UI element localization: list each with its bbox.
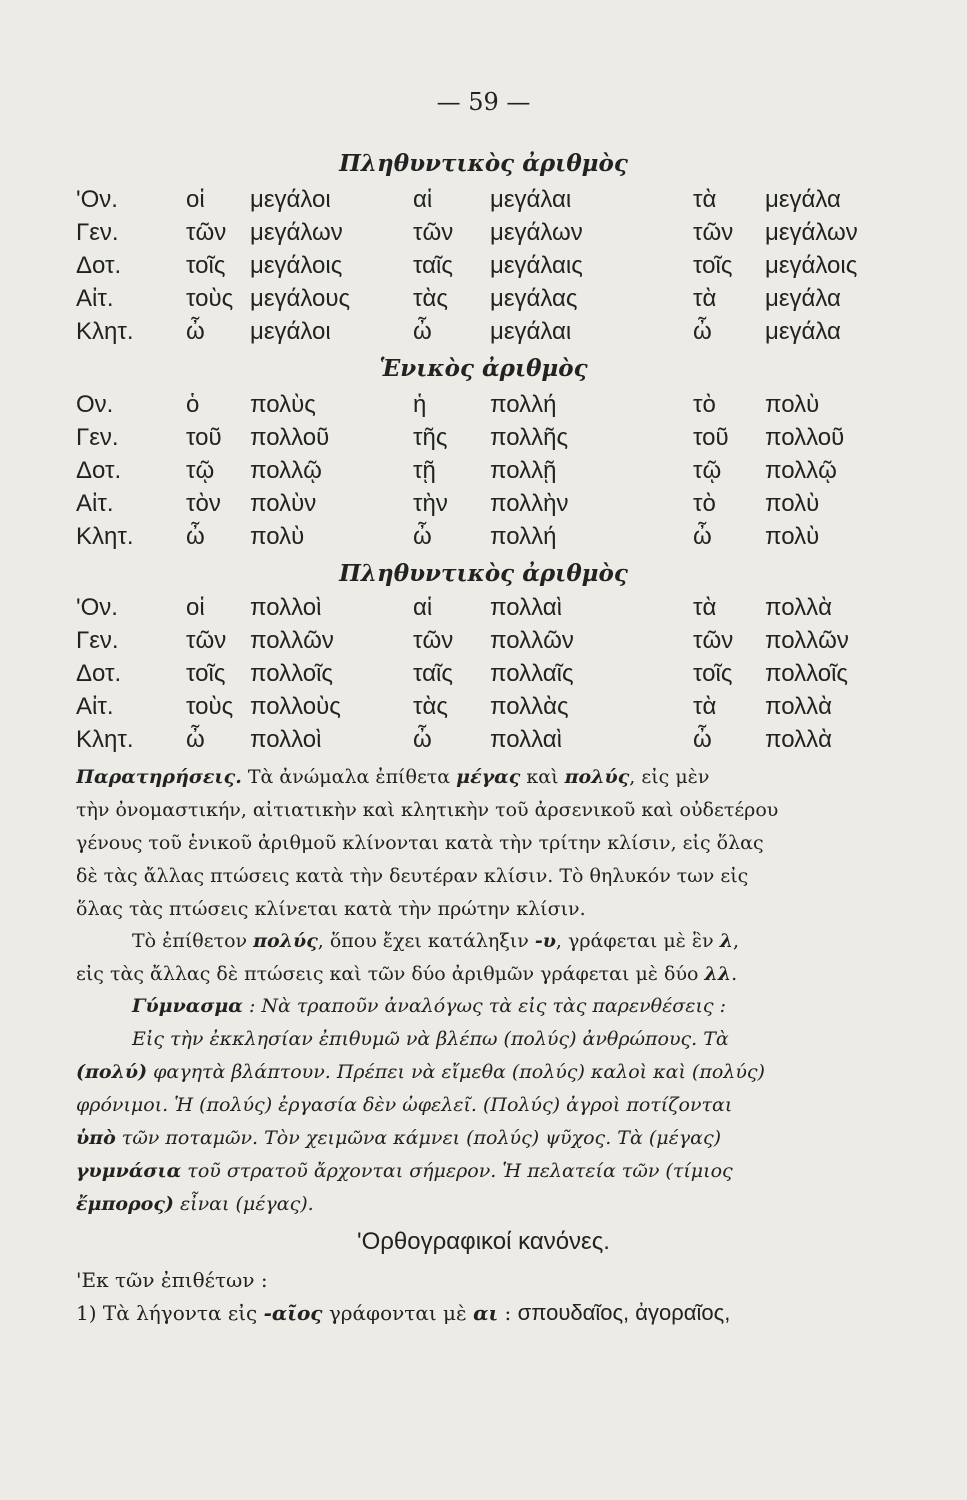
table-row <box>0 660 967 694</box>
word-masc: μεγάλοι <box>250 186 331 213</box>
word-fem: μεγάλαις <box>490 252 583 279</box>
table-row <box>0 391 967 425</box>
article-masc: ὦ <box>186 726 205 753</box>
page-number: — 59 — <box>436 88 531 116</box>
article-fem: ταῖς <box>413 660 453 687</box>
word-masc: μεγάλοι <box>250 318 331 345</box>
article-neut: τῶν <box>693 219 734 246</box>
word-fem: πολλαῖς <box>490 660 574 687</box>
article-neut: τὰ <box>693 285 717 312</box>
case-label: Ον. <box>76 391 114 418</box>
word-fem: πολλή <box>490 391 557 418</box>
table-row <box>0 627 967 661</box>
article-fem: τὰς <box>413 285 448 312</box>
case-label: Δοτ. <box>76 252 122 279</box>
word-fem: μεγάλων <box>490 219 583 246</box>
article-neut: τῶν <box>693 627 734 654</box>
word-fem: πολλαὶ <box>490 726 562 753</box>
article-masc: τῶν <box>186 627 227 654</box>
word-neut: πολλὰ <box>765 693 832 720</box>
article-neut: ὦ <box>693 523 712 550</box>
word-masc: μεγάλων <box>250 219 343 246</box>
article-fem: τῇ <box>413 457 436 484</box>
table-row <box>0 594 967 628</box>
table-row <box>0 252 967 286</box>
case-label: Κλητ. <box>76 523 134 550</box>
article-fem: αἱ <box>413 186 433 213</box>
word-neut: μεγάλων <box>765 219 858 246</box>
article-masc: οἱ <box>186 594 205 621</box>
word-fem: πολλῆς <box>490 424 569 451</box>
word-masc: πολλῷ <box>250 457 322 484</box>
table-heading-plural-megas: Πληθυντικὸς ἀριθμὸς <box>339 150 628 177</box>
word-fem: πολλὴν <box>490 490 569 517</box>
word-fem: πολλῇ <box>490 457 557 484</box>
article-fem: τῶν <box>413 219 454 246</box>
word-masc: πολλοῦ <box>250 424 330 451</box>
table-row <box>0 219 967 253</box>
article-masc: τοὺς <box>186 693 234 720</box>
word-neut: πολλοῦ <box>765 424 845 451</box>
article-neut: ὦ <box>693 726 712 753</box>
word-neut: μεγάλα <box>765 186 841 213</box>
table-row <box>0 318 967 352</box>
article-fem: τῶν <box>413 627 454 654</box>
article-fem: τὴν <box>413 490 448 517</box>
article-neut: τὰ <box>693 186 717 213</box>
case-label: Κλητ. <box>76 726 134 753</box>
word-neut: πολλῶν <box>765 627 849 654</box>
word-masc: μεγάλους <box>250 285 351 312</box>
remarks-label: Παρατηρήσεις. <box>76 766 242 788</box>
word-masc: πολὺν <box>250 490 317 517</box>
orthography-intro: 'Εκ τῶν ἐπιθέτων : <box>76 1268 268 1292</box>
word-masc: πολὺ <box>250 523 305 550</box>
word-neut: μεγάλα <box>765 285 841 312</box>
word-neut: πολλοῖς <box>765 660 848 687</box>
article-masc: τῶν <box>186 219 227 246</box>
case-label: Αἰτ. <box>76 490 114 517</box>
word-neut: πολλὰ <box>765 594 832 621</box>
word-fem: μεγάλας <box>490 285 578 312</box>
article-fem: τῆς <box>413 424 448 451</box>
article-fem: ὦ <box>413 726 432 753</box>
article-masc: οἱ <box>186 186 205 213</box>
table-row <box>0 490 967 524</box>
case-label: Γεν. <box>76 219 119 246</box>
orthography-rule-1: 1) Τὰ λήγοντα εἰς -αῖος γράφονται μὲ αι : σπουδαῖος, ἀγοραῖος, <box>76 1300 731 1325</box>
word-masc: πολλῶν <box>250 627 334 654</box>
table-row <box>0 285 967 319</box>
word-masc: πολλοὶ <box>250 594 322 621</box>
case-label: 'Ον. <box>76 594 118 621</box>
word-masc: πολὺς <box>250 391 316 418</box>
article-fem: ταῖς <box>413 252 453 279</box>
word-neut: μεγάλοις <box>765 252 858 279</box>
case-label: Δοτ. <box>76 660 122 687</box>
article-neut: τοῖς <box>693 252 733 279</box>
case-label: Κλητ. <box>76 318 134 345</box>
article-neut: τοῦ <box>693 424 729 451</box>
word-masc: πολλοὺς <box>250 693 341 720</box>
article-masc: τοὺς <box>186 285 234 312</box>
article-masc: τοῖς <box>186 252 226 279</box>
word-fem: πολλῶν <box>490 627 574 654</box>
table-row <box>0 523 967 557</box>
word-fem: πολλαὶ <box>490 594 562 621</box>
article-masc: ὦ <box>186 523 205 550</box>
article-masc: τὸν <box>186 490 221 517</box>
word-neut: πολὺ <box>765 490 820 517</box>
word-fem: πολλή <box>490 523 557 550</box>
table-row <box>0 726 967 760</box>
article-masc: τοῖς <box>186 660 226 687</box>
article-masc: τῷ <box>186 457 215 484</box>
word-neut: πολὺ <box>765 523 820 550</box>
table-heading-plural-polys: Πληθυντικὸς ἀριθμὸς <box>339 560 628 587</box>
word-neut: πολλῷ <box>765 457 837 484</box>
exercise-paragraph: Γύμνασμα : Νὰ τραποῦν ἀναλόγως τὰ εἰς τὰς παρενθέσεις : Εἰς τὴν ἐκκλησίαν ἐπιθυμῶ νὰ βλέπω (πολύς) ἀνθρώπους. Τὰ (πολύ) φαγητὰ βλάπτουν. Πρέπει νὰ εἴμεθα (πολύς) καλοὶ καὶ (πολύς) φρόνιμοι. Ἡ (πολύς) ἐργασία δὲν ὠφελεῖ. (Πολύς) ἀγροὶ ποτίζονται ὑπὸ τῶν ποταμῶν. Τὸν χειμῶνα κάμνει (πολύς) ψῦχος. Τὰ (μέγας) γυμνάσια τοῦ στρατοῦ ἄρχονται σήμερον. Ἡ πελατεία τῶν (τίμιος ἔμπορος) εἶναι (μέγας). <box>76 995 765 1215</box>
word-fem: πολλὰς <box>490 693 569 720</box>
remarks-paragraph: Παρατηρήσεις. Τὰ ἀνώμαλα ἐπίθετα μέγας καὶ πολύς, εἰς μὲν τὴν ὀνομαστικήν, αἰτιατικὴν καὶ κλητικὴν τοῦ ἀρσενικοῦ καὶ οὐδετέρου γένους τοῦ ἑνικοῦ ἀριθμοῦ κλίνονται κατὰ τὴν τρίτην κλίσιν, εἰς ὅλας δὲ τὰς ἄλλας πτώσεις κατὰ τὴν δευτέραν κλίσιν. Τὸ θηλυκόν των εἰς ὅλας τὰς πτώσεις κλίνεται κατὰ τὴν πρώτην κλίσιν. <box>76 766 779 920</box>
article-fem: τὰς <box>413 693 448 720</box>
article-neut: τοῖς <box>693 660 733 687</box>
word-neut: μεγάλα <box>765 318 841 345</box>
article-neut: ὦ <box>693 318 712 345</box>
table-row <box>0 186 967 220</box>
word-fem: μεγάλαι <box>490 186 572 213</box>
case-label: Γεν. <box>76 424 119 451</box>
article-masc: τοῦ <box>186 424 222 451</box>
article-neut: τῷ <box>693 457 722 484</box>
case-label: Δοτ. <box>76 457 122 484</box>
word-masc: πολλοῖς <box>250 660 333 687</box>
article-masc: ὁ <box>186 391 200 418</box>
article-masc: ὦ <box>186 318 205 345</box>
table-heading-singular-polys: Ἑνικὸς ἀριθμὸς <box>379 355 588 382</box>
case-label: Αἰτ. <box>76 285 114 312</box>
article-fem: ὦ <box>413 318 432 345</box>
article-neut: τὸ <box>693 391 716 418</box>
article-neut: τὰ <box>693 693 717 720</box>
article-fem: ὦ <box>413 523 432 550</box>
case-label: Αἰτ. <box>76 693 114 720</box>
table-row <box>0 457 967 491</box>
word-fem: μεγάλαι <box>490 318 572 345</box>
word-neut: πολὺ <box>765 391 820 418</box>
article-neut: τὰ <box>693 594 717 621</box>
table-row <box>0 693 967 727</box>
table-row <box>0 424 967 458</box>
article-fem: ἡ <box>413 391 427 418</box>
word-masc: πολλοὶ <box>250 726 322 753</box>
rule-paragraph: Τὸ ἐπίθετον πολύς, ὅπου ἔχει κατάληξιν -υ, γράφεται μὲ ἓν λ, εἰς τὰς ἄλλας δὲ πτώσεις καὶ τῶν δύο ἀριθμῶν γράφεται μὲ δύο λλ. <box>76 930 740 985</box>
word-masc: μεγάλοις <box>250 252 343 279</box>
case-label: Γεν. <box>76 627 119 654</box>
article-fem: αἱ <box>413 594 433 621</box>
orthography-heading: 'Ορθογραφικοί κανόνες. <box>357 1228 610 1255</box>
case-label: 'Ον. <box>76 186 118 213</box>
article-neut: τὸ <box>693 490 716 517</box>
exercise-label: Γύμνασμα <box>132 995 243 1017</box>
word-neut: πολλὰ <box>765 726 832 753</box>
